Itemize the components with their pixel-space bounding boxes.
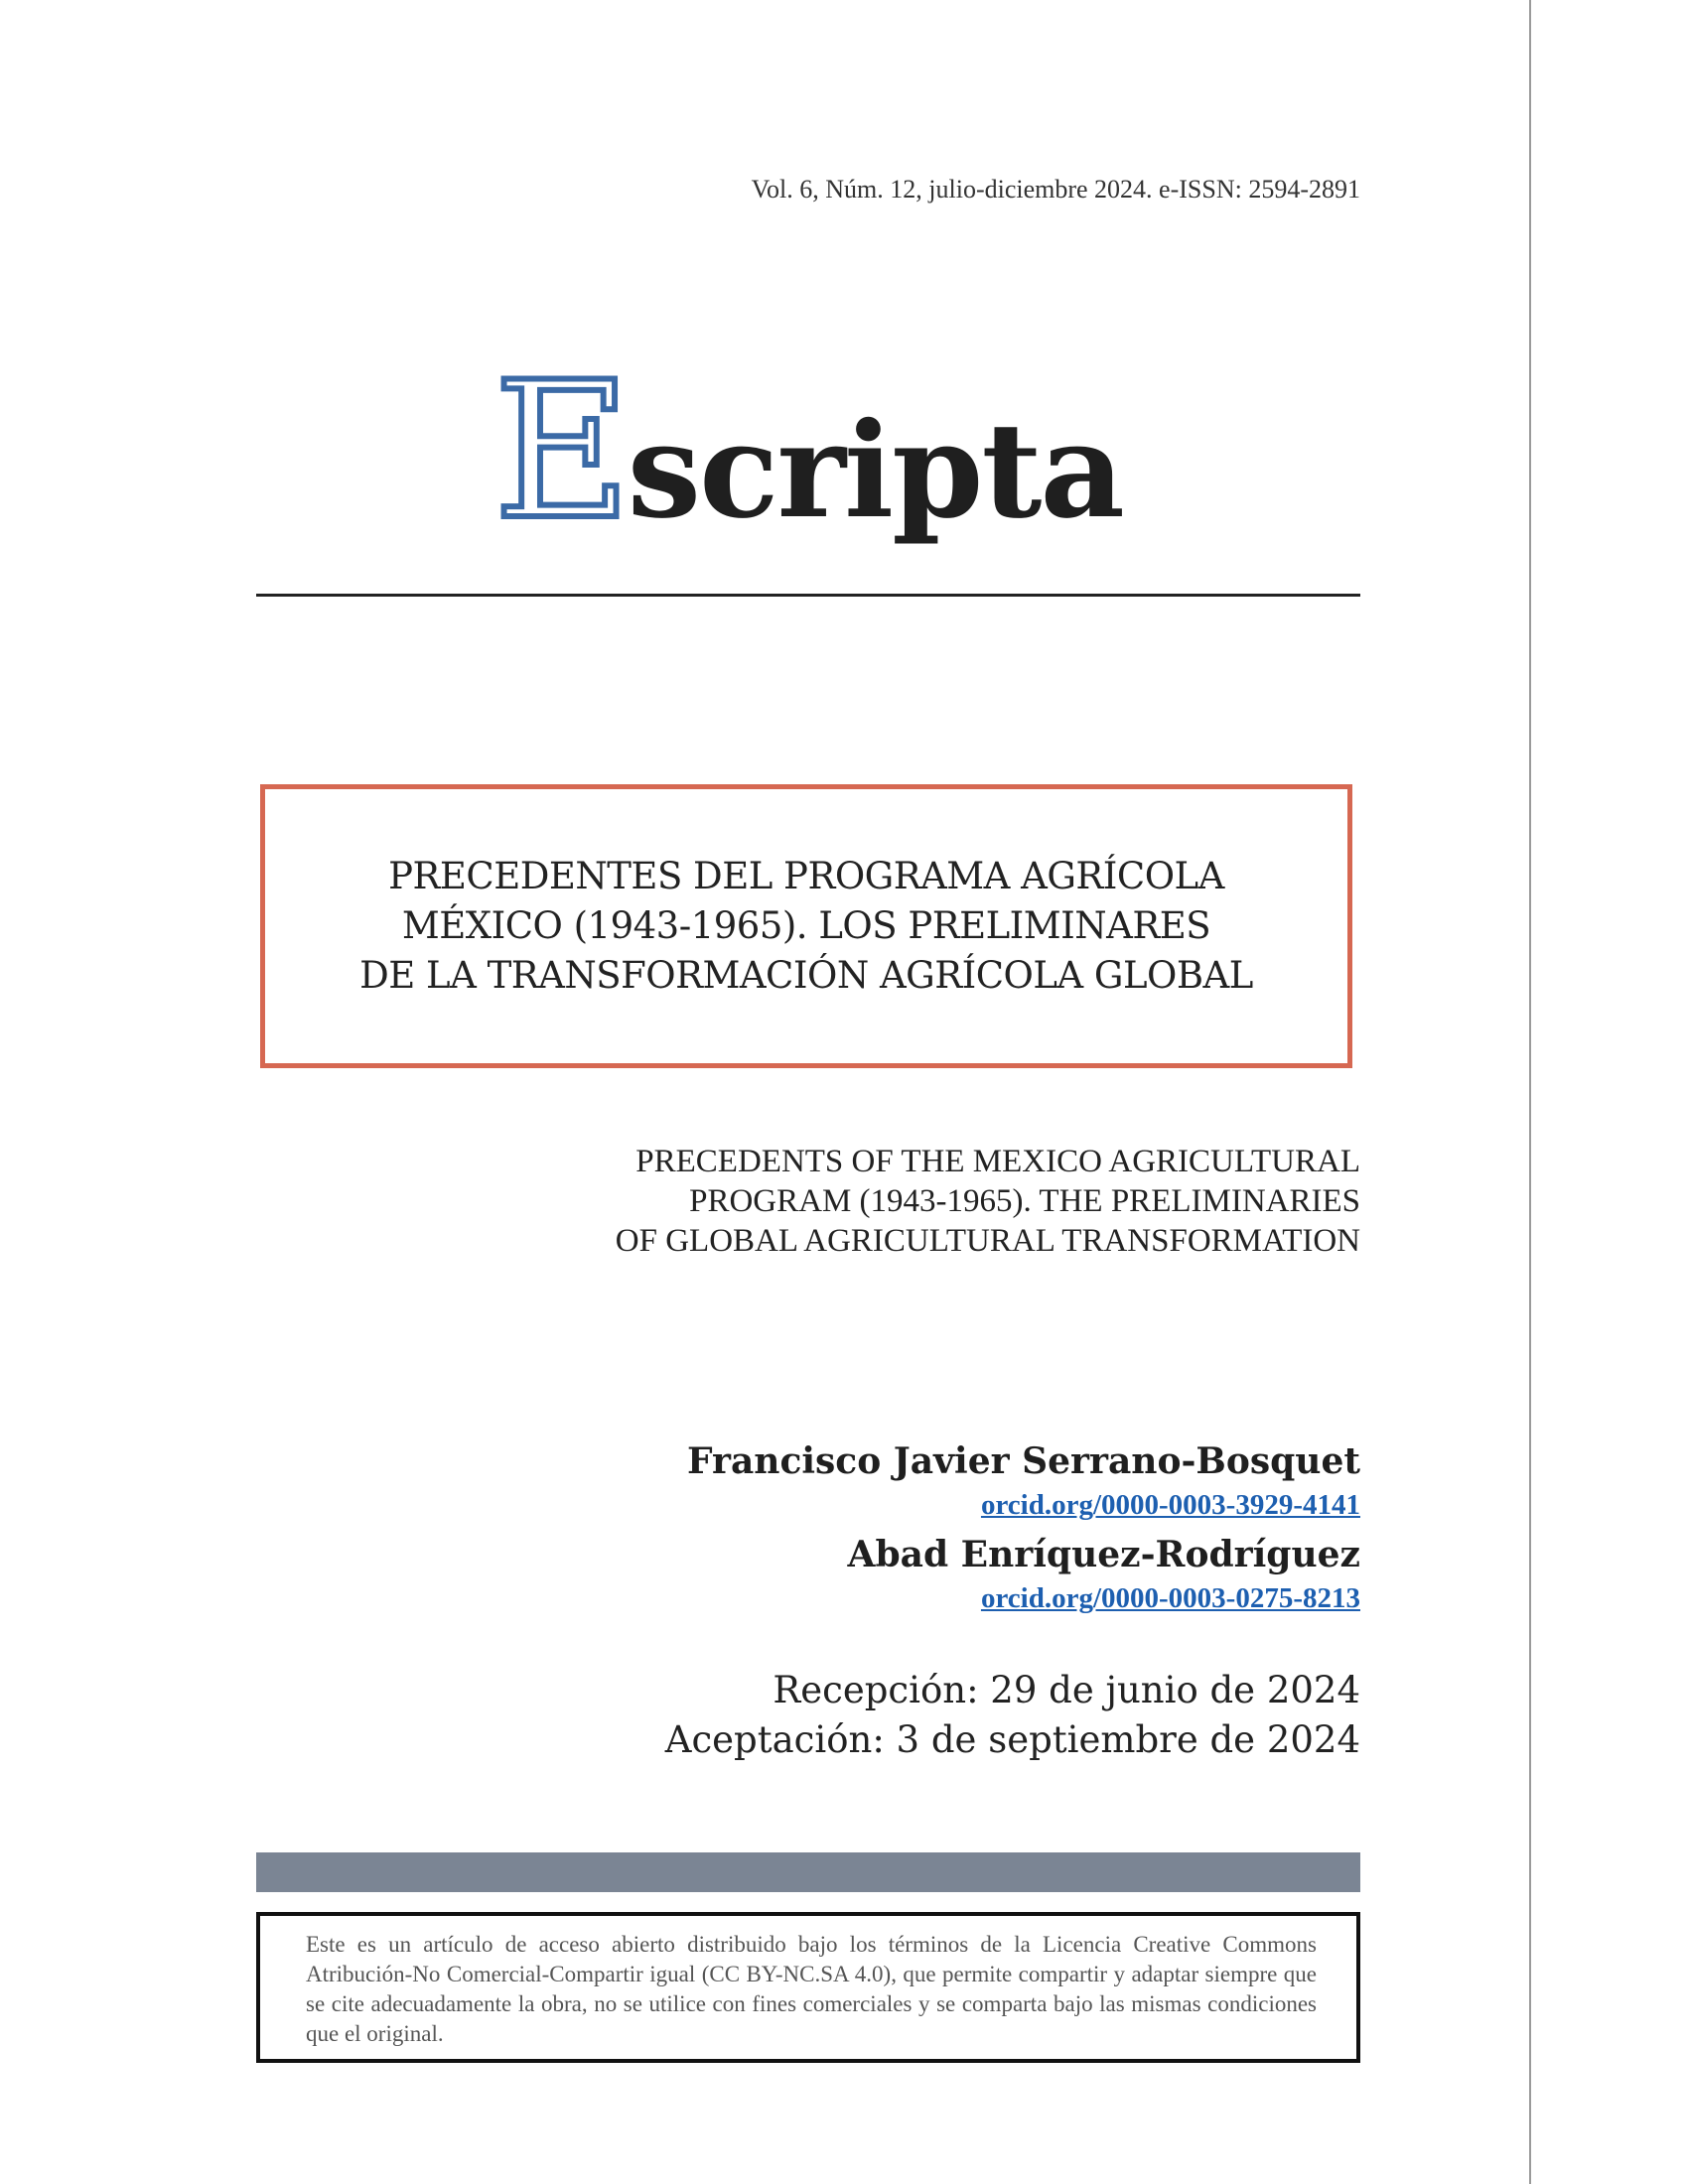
accepted-date: Aceptación: 3 de septiembre de 2024 bbox=[664, 1718, 1360, 1761]
submission-dates bbox=[665, 1666, 1360, 1765]
issue-info: Vol. 6, Núm. 12, julio-diciembre 2024. e-ISSN: 2594-2891 bbox=[751, 175, 1360, 204]
author-name: Abad Enríquez-Rodríguez bbox=[847, 1534, 1360, 1575]
license-text: Este es un artículo de acceso abierto distribuido bajo los términos de la Licencia Creative Commons Atribución-No Comercial-Compartir igual (CC BY-NC.SA 4.0), que permite compartir y adaptar siempre que se cite adecuadamente la obra, no se utilice con fines comerciales y se comparta bajo las mismas condiciones que el original. bbox=[306, 1932, 1317, 2046]
author-orcid-link[interactable]: orcid.org/0000-0003-0275-8213 bbox=[980, 1582, 1360, 1614]
spanish-title-line: PRECEDENTES DEL PROGRAMA AGRÍCOLA bbox=[388, 855, 1224, 897]
journal-masthead bbox=[256, 341, 1360, 561]
english-title-line: PRECEDENTS OF THE MEXICO AGRICULTURAL bbox=[635, 1144, 1360, 1179]
english-title-line: OF GLOBAL AGRICULTURAL TRANSFORMATION bbox=[615, 1223, 1360, 1259]
masthead-initial: E bbox=[493, 341, 628, 561]
masthead-divider bbox=[256, 594, 1360, 597]
spanish-title-line: DE LA TRANSFORMACIÓN AGRÍCOLA GLOBAL bbox=[359, 954, 1253, 997]
received-date: Recepción: 29 de junio de 2024 bbox=[773, 1669, 1360, 1711]
author-orcid-link[interactable]: orcid.org/0000-0003-3929-4141 bbox=[980, 1489, 1360, 1521]
license-notice bbox=[256, 1912, 1360, 2063]
author-name: Francisco Javier Serrano-Bosquet bbox=[687, 1440, 1360, 1482]
decorative-band bbox=[256, 1852, 1360, 1892]
page-edge-rule bbox=[1529, 0, 1531, 2184]
masthead-name: scripta bbox=[627, 394, 1123, 548]
spanish-title-box bbox=[260, 784, 1352, 1068]
author-list bbox=[687, 1437, 1360, 1624]
spanish-title-line: MÉXICO (1943-1965). LOS PRELIMINARES bbox=[401, 904, 1211, 947]
english-title bbox=[616, 1142, 1360, 1261]
spanish-title bbox=[359, 852, 1253, 1001]
english-title-line: PROGRAM (1943-1965). THE PRELIMINARIES bbox=[689, 1183, 1360, 1219]
